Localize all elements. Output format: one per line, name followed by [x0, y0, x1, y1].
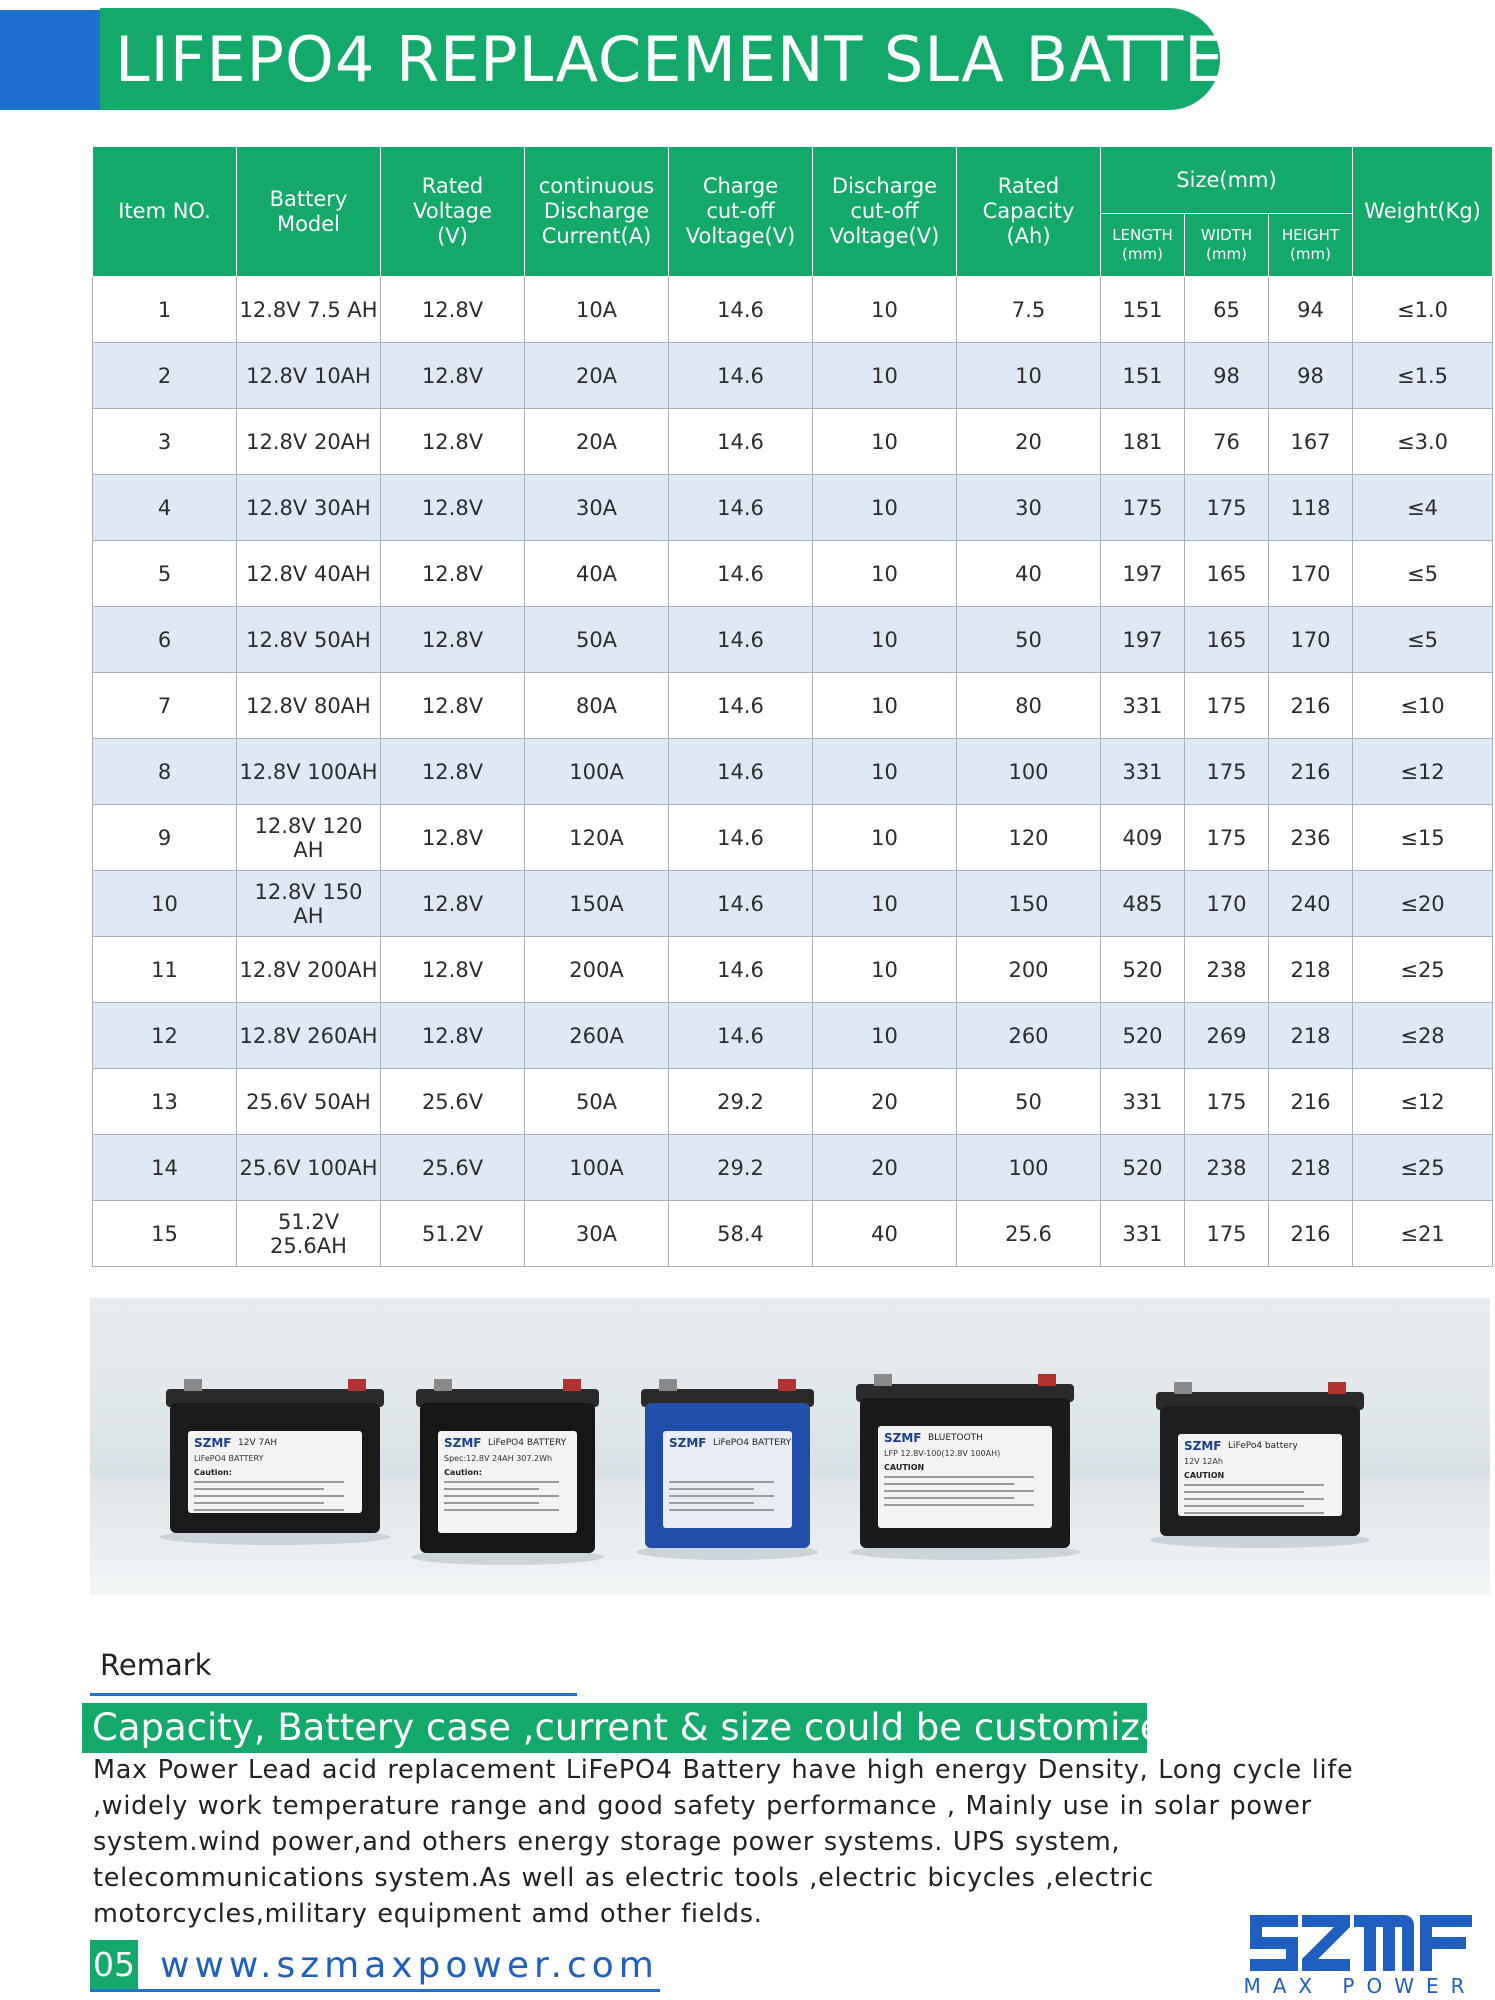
battery-1: [160, 1379, 391, 1545]
cell-battery-model: 12.8V 150 AH: [237, 871, 381, 937]
spec-table: [92, 146, 1493, 1267]
cell-battery-model: 12.8V 7.5 AH: [237, 277, 381, 343]
cell-rated-capacity: 100: [957, 1135, 1101, 1201]
battery-brand: SZMF: [1184, 1439, 1222, 1453]
cell-rated-capacity: 10: [957, 343, 1101, 409]
cell-length: 331: [1101, 739, 1185, 805]
cell-battery-model: 12.8V 80AH: [237, 673, 381, 739]
cell-discharge-cutoff: 10: [813, 871, 957, 937]
cell-discharge-current: 80A: [525, 673, 669, 739]
cell-item-no: 15: [93, 1201, 237, 1267]
table-row: [93, 607, 1493, 673]
cell-height: 216: [1269, 1069, 1353, 1135]
cell-item-no: 6: [93, 607, 237, 673]
cell-discharge-current: 20A: [525, 343, 669, 409]
battery-brand: SZMF: [669, 1436, 707, 1450]
battery-brand: SZMF: [884, 1431, 922, 1445]
header-width: WIDTH (mm): [1185, 214, 1269, 277]
cell-length: 331: [1101, 1069, 1185, 1135]
cell-charge-cutoff: 14.6: [669, 739, 813, 805]
cell-rated-capacity: 80: [957, 673, 1101, 739]
battery-spec-text: LiFePO4 BATTERY: [194, 1454, 264, 1463]
battery-spec-text: 12V 12Ah: [1184, 1457, 1223, 1466]
cell-rated-capacity: 25.6: [957, 1201, 1101, 1267]
cell-battery-model: 12.8V 100AH: [237, 739, 381, 805]
cell-height: 167: [1269, 409, 1353, 475]
cell-length: 151: [1101, 343, 1185, 409]
cell-discharge-cutoff: 10: [813, 475, 957, 541]
cell-weight: ≤4: [1353, 475, 1493, 541]
cell-height: 216: [1269, 673, 1353, 739]
cell-height: 170: [1269, 541, 1353, 607]
cell-item-no: 4: [93, 475, 237, 541]
cell-battery-model: 51.2V 25.6AH: [237, 1201, 381, 1267]
table-row: [93, 739, 1493, 805]
cell-height: 236: [1269, 805, 1353, 871]
cell-item-no: 11: [93, 937, 237, 1003]
cell-discharge-current: 150A: [525, 871, 669, 937]
cell-discharge-current: 10A: [525, 277, 669, 343]
cell-item-no: 14: [93, 1135, 237, 1201]
cell-rated-voltage: 12.8V: [381, 1003, 525, 1069]
cell-length: 409: [1101, 805, 1185, 871]
cell-rated-capacity: 100: [957, 739, 1101, 805]
cell-charge-cutoff: 14.6: [669, 277, 813, 343]
cell-rated-capacity: 40: [957, 541, 1101, 607]
cell-rated-voltage: 12.8V: [381, 343, 525, 409]
cell-rated-capacity: 120: [957, 805, 1101, 871]
cell-width: 238: [1185, 937, 1269, 1003]
cell-weight: ≤1.5: [1353, 343, 1493, 409]
cell-discharge-cutoff: 10: [813, 277, 957, 343]
cell-rated-voltage: 12.8V: [381, 739, 525, 805]
cell-charge-cutoff: 14.6: [669, 541, 813, 607]
cell-width: 98: [1185, 343, 1269, 409]
cell-battery-model: 12.8V 10AH: [237, 343, 381, 409]
cell-discharge-cutoff: 10: [813, 673, 957, 739]
cell-rated-capacity: 50: [957, 607, 1101, 673]
spec-table-body: [93, 277, 1493, 1267]
cell-discharge-current: 100A: [525, 739, 669, 805]
website-link[interactable]: www.szmaxpower.com: [160, 1945, 659, 1986]
battery-5: [1150, 1382, 1370, 1548]
cell-discharge-current: 20A: [525, 409, 669, 475]
cell-item-no: 1: [93, 277, 237, 343]
header-accent-block: [0, 10, 100, 110]
cell-rated-capacity: 50: [957, 1069, 1101, 1135]
cell-weight: ≤25: [1353, 1135, 1493, 1201]
cell-item-no: 9: [93, 805, 237, 871]
battery-brand: SZMF: [194, 1436, 232, 1450]
header-item-no: Item NO.: [93, 147, 237, 277]
cell-weight: ≤5: [1353, 541, 1493, 607]
header-charge-cutoff: Charge cut-off Voltage(V): [669, 147, 813, 277]
cell-discharge-cutoff: 10: [813, 1003, 957, 1069]
cell-rated-capacity: 20: [957, 409, 1101, 475]
cell-weight: ≤12: [1353, 739, 1493, 805]
cell-rated-voltage: 25.6V: [381, 1135, 525, 1201]
cell-battery-model: 12.8V 30AH: [237, 475, 381, 541]
cell-battery-model: 12.8V 20AH: [237, 409, 381, 475]
cell-charge-cutoff: 14.6: [669, 673, 813, 739]
page-title: LIFEPO4 REPLACEMENT SLA BATTERY: [115, 23, 1304, 96]
cell-width: 175: [1185, 805, 1269, 871]
cell-item-no: 13: [93, 1069, 237, 1135]
table-row: [93, 475, 1493, 541]
battery-spec-text: LFP 12.8V-100(12.8V 100AH): [884, 1449, 1001, 1458]
cell-height: 240: [1269, 871, 1353, 937]
cell-discharge-current: 30A: [525, 475, 669, 541]
cell-width: 175: [1185, 1201, 1269, 1267]
cell-width: 175: [1185, 673, 1269, 739]
cell-length: 331: [1101, 673, 1185, 739]
battery-2: [411, 1379, 604, 1565]
cell-rated-voltage: 12.8V: [381, 673, 525, 739]
cell-width: 269: [1185, 1003, 1269, 1069]
cell-weight: ≤20: [1353, 871, 1493, 937]
cell-length: 197: [1101, 607, 1185, 673]
cell-height: 94: [1269, 277, 1353, 343]
cell-length: 520: [1101, 1003, 1185, 1069]
cell-rated-voltage: 51.2V: [381, 1201, 525, 1267]
cell-discharge-cutoff: 10: [813, 805, 957, 871]
cell-height: 118: [1269, 475, 1353, 541]
header-rated-capacity: Rated Capacity (Ah): [957, 147, 1101, 277]
header-weight: Weight(Kg): [1353, 147, 1493, 277]
table-row: [93, 937, 1493, 1003]
cell-rated-capacity: 30: [957, 475, 1101, 541]
header-rated-voltage: Rated Voltage (V): [381, 147, 525, 277]
remark-title: Remark: [100, 1648, 212, 1682]
cell-weight: ≤15: [1353, 805, 1493, 871]
header-discharge-cutoff: Discharge cut-off Voltage(V): [813, 147, 957, 277]
cell-rated-capacity: 200: [957, 937, 1101, 1003]
cell-length: 331: [1101, 1201, 1185, 1267]
cell-length: 485: [1101, 871, 1185, 937]
cell-length: 151: [1101, 277, 1185, 343]
battery-label-text: LiFePO4 BATTERY: [713, 1438, 792, 1448]
cell-discharge-cutoff: 10: [813, 409, 957, 475]
cell-height: 170: [1269, 607, 1353, 673]
cell-discharge-current: 120A: [525, 805, 669, 871]
cell-rated-voltage: 12.8V: [381, 475, 525, 541]
cell-item-no: 7: [93, 673, 237, 739]
cell-battery-model: 12.8V 50AH: [237, 607, 381, 673]
cell-weight: ≤12: [1353, 1069, 1493, 1135]
cell-item-no: 2: [93, 343, 237, 409]
product-photo: [90, 1298, 1490, 1595]
battery-label-text: LiFePo4 battery: [1228, 1441, 1298, 1451]
cell-width: 165: [1185, 541, 1269, 607]
cell-discharge-current: 30A: [525, 1201, 669, 1267]
cell-length: 520: [1101, 937, 1185, 1003]
cell-rated-voltage: 12.8V: [381, 277, 525, 343]
cell-discharge-cutoff: 20: [813, 1069, 957, 1135]
cell-item-no: 5: [93, 541, 237, 607]
cell-discharge-cutoff: 10: [813, 607, 957, 673]
cell-rated-voltage: 12.8V: [381, 937, 525, 1003]
cell-weight: ≤10: [1353, 673, 1493, 739]
table-row: [93, 1135, 1493, 1201]
cell-length: 181: [1101, 409, 1185, 475]
table-row: [93, 277, 1493, 343]
header-length: LENGTH (mm): [1101, 214, 1185, 277]
cell-rated-voltage: 12.8V: [381, 541, 525, 607]
table-row: [93, 673, 1493, 739]
battery-3: [637, 1379, 819, 1560]
cell-rated-voltage: 12.8V: [381, 607, 525, 673]
cell-width: 238: [1185, 1135, 1269, 1201]
cell-weight: ≤21: [1353, 1201, 1493, 1267]
cell-rated-voltage: 12.8V: [381, 409, 525, 475]
product-description: Max Power Lead acid replacement LiFePO4 Battery have high energy Density, Long cycle life ,widely work temperature range and good safety performance , Mainly use in solar power system.wind power,and others energy storage power systems. UPS system, telecommunications system.As well as electric tools ,electric bicycles ,electric motorcycles,military equipment amd other fields.: [93, 1755, 1354, 1929]
cell-height: 216: [1269, 1201, 1353, 1267]
cell-weight: ≤5: [1353, 607, 1493, 673]
cell-rated-voltage: 12.8V: [381, 871, 525, 937]
page-number: 05: [90, 1940, 138, 1990]
cell-item-no: 12: [93, 1003, 237, 1069]
cell-charge-cutoff: 14.6: [669, 937, 813, 1003]
cell-width: 175: [1185, 475, 1269, 541]
cell-charge-cutoff: 29.2: [669, 1069, 813, 1135]
cell-discharge-current: 50A: [525, 1069, 669, 1135]
cell-rated-voltage: 25.6V: [381, 1069, 525, 1135]
header-battery-model: Battery Model: [237, 147, 381, 277]
header-discharge-current: continuous Discharge Current(A): [525, 147, 669, 277]
cell-width: 170: [1185, 871, 1269, 937]
cell-battery-model: 25.6V 100AH: [237, 1135, 381, 1201]
cell-weight: ≤3.0: [1353, 409, 1493, 475]
cell-weight: ≤25: [1353, 937, 1493, 1003]
battery-brand: SZMF: [444, 1436, 482, 1450]
header-height: HEIGHT (mm): [1269, 214, 1353, 277]
remark-underline: [90, 1693, 577, 1696]
cell-weight: ≤1.0: [1353, 277, 1493, 343]
footer-underline: [90, 1989, 660, 1992]
cell-length: 197: [1101, 541, 1185, 607]
table-row: [93, 541, 1493, 607]
battery-spec-text: Spec:12.8V 24AH 307.2Wh: [444, 1454, 553, 1463]
cell-charge-cutoff: 14.6: [669, 343, 813, 409]
cell-charge-cutoff: 29.2: [669, 1135, 813, 1201]
table-row: [93, 343, 1493, 409]
cell-width: 65: [1185, 277, 1269, 343]
table-row: [93, 871, 1493, 937]
cell-battery-model: 12.8V 260AH: [237, 1003, 381, 1069]
cell-width: 165: [1185, 607, 1269, 673]
cell-discharge-cutoff: 10: [813, 541, 957, 607]
cell-discharge-current: 50A: [525, 607, 669, 673]
cell-discharge-cutoff: 10: [813, 343, 957, 409]
battery-label-text: LiFePO4 BATTERY: [488, 1438, 567, 1448]
cell-charge-cutoff: 58.4: [669, 1201, 813, 1267]
cell-item-no: 8: [93, 739, 237, 805]
cell-height: 218: [1269, 1003, 1353, 1069]
cell-width: 76: [1185, 409, 1269, 475]
cell-battery-model: 12.8V 40AH: [237, 541, 381, 607]
cell-battery-model: 12.8V 200AH: [237, 937, 381, 1003]
cell-discharge-current: 100A: [525, 1135, 669, 1201]
cell-rated-capacity: 260: [957, 1003, 1101, 1069]
cell-length: 175: [1101, 475, 1185, 541]
cell-item-no: 3: [93, 409, 237, 475]
cell-length: 520: [1101, 1135, 1185, 1201]
cell-charge-cutoff: 14.6: [669, 805, 813, 871]
cell-width: 175: [1185, 1069, 1269, 1135]
cell-height: 218: [1269, 937, 1353, 1003]
cell-charge-cutoff: 14.6: [669, 1003, 813, 1069]
cell-discharge-current: 260A: [525, 1003, 669, 1069]
table-row: [93, 805, 1493, 871]
cell-height: 216: [1269, 739, 1353, 805]
header-size: Size(mm): [1101, 147, 1353, 214]
battery-label-text: 12V 7AH: [238, 1438, 278, 1448]
cell-rated-capacity: 150: [957, 871, 1101, 937]
battery-caution-text: Caution:: [194, 1468, 232, 1477]
cell-rated-capacity: 7.5: [957, 277, 1101, 343]
cell-discharge-cutoff: 10: [813, 937, 957, 1003]
cell-height: 218: [1269, 1135, 1353, 1201]
cell-width: 175: [1185, 739, 1269, 805]
cell-charge-cutoff: 14.6: [669, 409, 813, 475]
customization-banner: Capacity, Battery case ,current & size could be customized.: [82, 1703, 1147, 1753]
cell-battery-model: 12.8V 120 AH: [237, 805, 381, 871]
cell-charge-cutoff: 14.6: [669, 871, 813, 937]
table-row: [93, 409, 1493, 475]
cell-charge-cutoff: 14.6: [669, 607, 813, 673]
cell-item-no: 10: [93, 871, 237, 937]
table-row: [93, 1003, 1493, 1069]
cell-discharge-current: 40A: [525, 541, 669, 607]
table-row: [93, 1069, 1493, 1135]
table-row: [93, 1201, 1493, 1267]
cell-discharge-cutoff: 20: [813, 1135, 957, 1201]
cell-discharge-cutoff: 10: [813, 739, 957, 805]
cell-weight: ≤28: [1353, 1003, 1493, 1069]
battery-4: [850, 1374, 1081, 1560]
logo-subtitle: MAX POWER: [1243, 1974, 1477, 1998]
cell-battery-model: 25.6V 50AH: [237, 1069, 381, 1135]
battery-lineup-image: [90, 1298, 1490, 1595]
cell-rated-voltage: 12.8V: [381, 805, 525, 871]
battery-caution-text: CAUTION: [1184, 1471, 1225, 1480]
cell-discharge-current: 200A: [525, 937, 669, 1003]
cell-discharge-cutoff: 40: [813, 1201, 957, 1267]
battery-label-text: BLUETOOTH: [928, 1433, 983, 1443]
battery-caution-text: CAUTION: [884, 1463, 925, 1472]
battery-caution-text: Caution:: [444, 1468, 482, 1477]
cell-charge-cutoff: 14.6: [669, 475, 813, 541]
cell-height: 98: [1269, 343, 1353, 409]
